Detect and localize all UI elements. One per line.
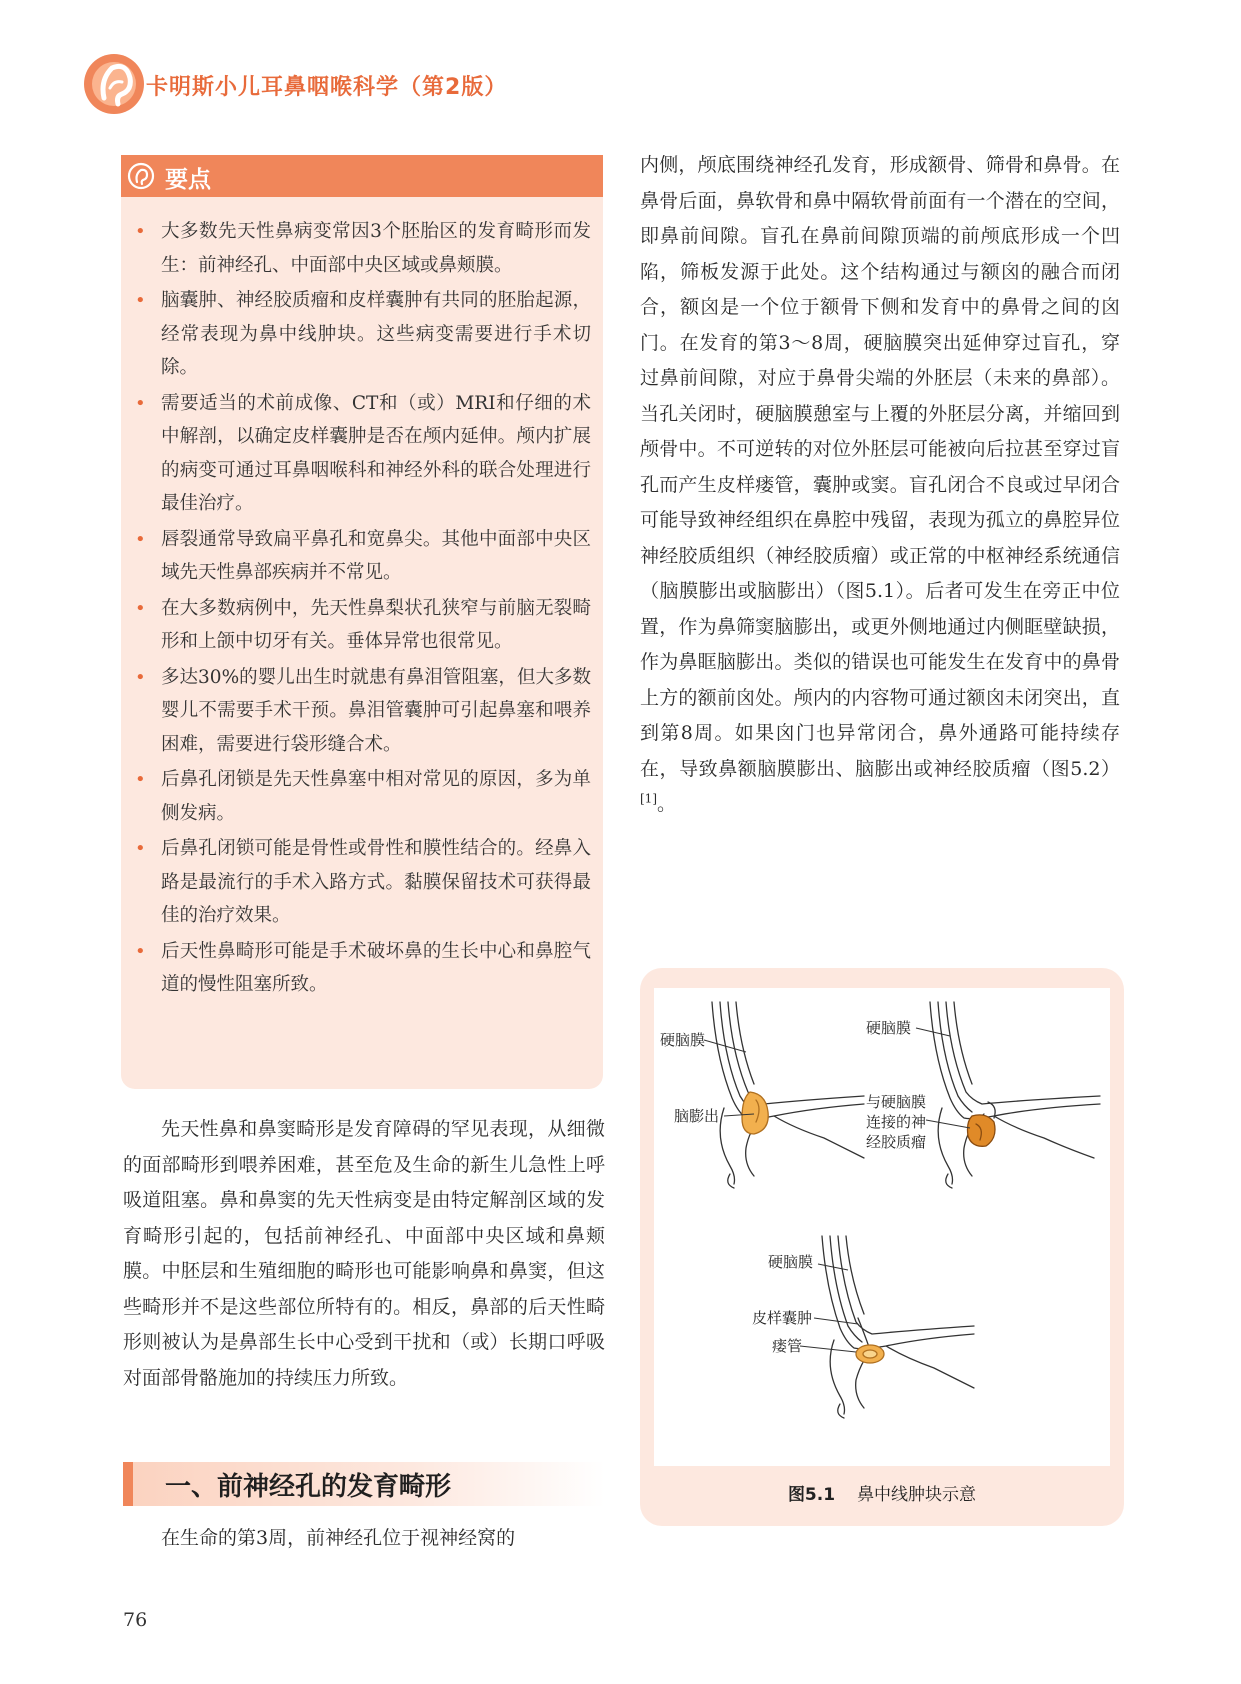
list-item-text: 后天性鼻畸形可能是手术破坏鼻的生长中心和鼻腔气道的慢性阻塞所致。	[161, 940, 591, 995]
list-item	[129, 763, 591, 830]
ear-nose-throat-logo-icon	[80, 48, 150, 118]
bullet-icon: •	[135, 597, 146, 619]
key-points-title: 要点	[165, 167, 211, 193]
panel-c-drawing	[822, 1236, 974, 1418]
right-paragraph-text: 内侧，颅底围绕神经孔发育，形成额骨、筛骨和鼻骨。在鼻骨后面，鼻软骨和鼻中隔软骨前面有一个潜在的空间，即鼻前间隙。盲孔在鼻前间隙顶端的前颅底形成一个凹陷，筛板发源于此处。这个结构通过与额囟的融合而闭合，额囟是一个位于额骨下侧和发育中的鼻骨之间的囟门。在发育的第3～8周，硬脑膜突出延伸穿过盲孔，穿过鼻前间隙，对应于鼻骨尖端的外胚层（未来的鼻部）。当孔关闭时，硬脑膜憩室与上覆的外胚层分离，并缩回到颅骨中。不可逆转的对位外胚层可能被向后拉甚至穿过盲孔而产生皮样瘘管，囊肿或窦。盲孔闭合不良或过早闭合可能导致神经组织在鼻腔中残留，表现为孤立的鼻腔异位神经胶质组织（神经胶质瘤）或正常的中枢神经系统通信（脑膜膨出或脑膨出）（图5.1）。后者可发生在旁正中位置，作为鼻筛窦脑膨出，或更外侧地通过内侧眶壁缺损，作为鼻眶脑膨出。类似的错误也可能发生在发育中的鼻骨上方的额前囟处。颅内的内容物可通过额囟未闭突出，直到第8周。如果囟门也异常闭合，鼻外通路可能持续存在，导致鼻额脑膜膨出、脑膨出或神经胶质瘤（图5.2）	[640, 154, 1120, 780]
label-c-fistula: 瘘管	[772, 1337, 803, 1355]
right-paragraph-end: 。	[657, 793, 677, 815]
section-title: 一、前神经孔的发育畸形	[165, 1472, 452, 1502]
book-title-text: 卡明斯小儿耳鼻咽喉科学	[146, 75, 400, 100]
bullet-icon: •	[135, 666, 146, 688]
panel-c-mass	[856, 1345, 884, 1363]
figure-box	[640, 968, 1124, 1526]
panel-a-drawing	[712, 1002, 864, 1188]
bullet-icon: •	[135, 769, 146, 790]
list-item-text: 多达30%的婴儿出生时就患有鼻泪管阻塞，但大多数婴儿不需要手术干预。鼻泪管囊肿可引起鼻塞和喂养困难，需要进行袋形缝合术。	[161, 666, 591, 755]
page-number: 76	[123, 1609, 148, 1631]
list-item-text: 后鼻孔闭锁可能是骨性或骨性和膜性结合的。经鼻入路是最流行的手术入路方式。黏膜保留技术可获得最佳的治疗效果。	[161, 838, 591, 926]
panel-b-mass	[968, 1115, 996, 1146]
page-header	[80, 48, 640, 118]
label-a-encephalocele: 脑膨出	[674, 1107, 720, 1125]
midline-mass-illustration	[654, 988, 1110, 1466]
section-paragraph: 在生命的第3周，前神经孔位于视神经窝的	[161, 1527, 516, 1549]
list-item	[129, 215, 591, 282]
figure-panel	[654, 988, 1110, 1466]
list-item	[129, 661, 591, 762]
list-item-text: 需要适当的术前成像、CT和（或）MRI和仔细的术中解剖，以确定皮样囊肿是否在颅内延伸。颅内扩展的病变可通过耳鼻咽喉科和神经外科的联合处理进行最佳治疗。	[161, 392, 591, 514]
figure-caption-text: 鼻中线肿块示意	[857, 1485, 977, 1505]
list-item-text: 脑囊肿、神经胶质瘤和皮样囊肿有共同的胚胎起源，经常表现为鼻中线肿块。这些病变需要进行手术切除。	[161, 290, 591, 378]
list-item	[129, 592, 591, 659]
figure-caption	[640, 1480, 1124, 1505]
panel-b-drawing	[930, 1002, 1100, 1188]
list-item-text: 在大多数病例中，先天性鼻梨状孔狭窄与前脑无裂畸形和上颌中切牙有关。垂体异常也很常见。	[161, 597, 591, 652]
list-item	[129, 387, 591, 521]
label-a-dura: 硬脑膜	[660, 1031, 706, 1049]
figure-number: 图5.1	[787, 1485, 836, 1505]
citation-ref[interactable]: [1]	[640, 791, 657, 806]
label-b-glioma: 与硬脑膜连接的神经胶质瘤	[865, 1093, 926, 1151]
bullet-icon: •	[135, 392, 146, 414]
label-b-dura: 硬脑膜	[866, 1019, 912, 1037]
label-c-dura: 硬脑膜	[768, 1253, 814, 1271]
key-points-list	[129, 215, 591, 1004]
key-points-header	[121, 155, 603, 197]
section-accent-bar	[123, 1462, 133, 1506]
ear-icon	[127, 162, 155, 190]
section-heading	[123, 1462, 605, 1506]
right-column-paragraph	[640, 148, 1120, 823]
list-item-text: 后鼻孔闭锁是先天性鼻塞中相对常见的原因，多为单侧发病。	[161, 769, 591, 824]
bullet-icon: •	[135, 221, 146, 242]
list-item	[129, 935, 591, 1002]
list-item	[129, 284, 591, 385]
panel-a-mass	[742, 1092, 768, 1134]
label-c-dermoid: 皮样囊肿	[752, 1309, 813, 1327]
list-item-text: 大多数先天性鼻病变常因3个胚胎区的发育畸形而发生：前神经孔、中面部中央区域或鼻颊膜。	[161, 221, 591, 276]
book-title	[146, 70, 507, 101]
book-edition: （第2版）	[399, 75, 508, 100]
bullet-icon: •	[135, 290, 146, 311]
list-item	[129, 523, 591, 590]
bullet-icon: •	[135, 940, 146, 962]
list-item	[129, 832, 591, 933]
bullet-icon: •	[135, 838, 146, 859]
key-points-box	[121, 155, 603, 1089]
intro-paragraph: 先天性鼻和鼻窦畸形是发育障碍的罕见表现，从细微的面部畸形到喂养困难，甚至危及生命的新生儿急性上呼吸道阻塞。鼻和鼻窦的先天性病变是由特定解剖区域的发育畸形引起的，包括前神经孔、中面部中央区域和鼻颊膜。中胚层和生殖细胞的畸形也可能影响鼻和鼻窦，但这些畸形并不是这些部位所特有的。相反，鼻部的后天性畸形则被认为是鼻部生长中心受到干扰和（或）长期口呼吸对面部骨骼施加的持续压力所致。	[123, 1118, 605, 1389]
bullet-icon: •	[135, 528, 146, 550]
list-item-text: 唇裂通常导致扁平鼻孔和宽鼻尖。其他中面部中央区域先天性鼻部疾病并不常见。	[161, 528, 591, 583]
